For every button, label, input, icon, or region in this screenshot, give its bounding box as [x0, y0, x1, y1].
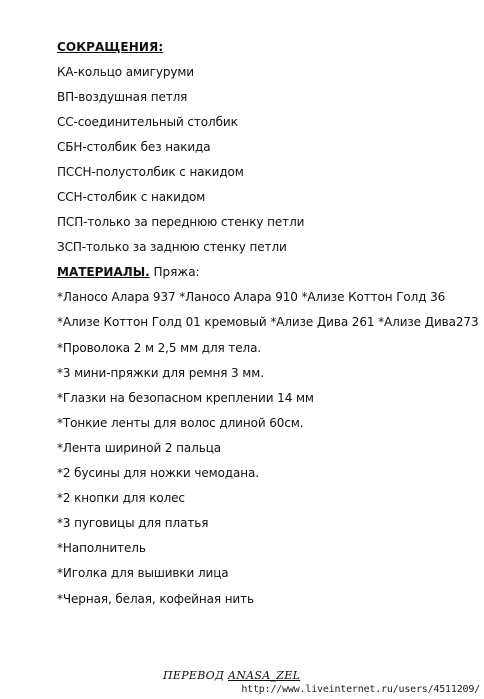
- credit-name: ANASA_ZEL: [228, 669, 301, 682]
- material-item: *Ланосо Алара 937 *Ланосо Алара 910 *Ализе Коттон Голд 36: [57, 290, 446, 304]
- material-item: *Черная, белая, кофейная нить: [57, 592, 254, 606]
- material-item: *Ализе Коттон Голд 01 кремовый *Ализе Дива 261 *Ализе Дива273: [57, 315, 479, 329]
- material-item: *Лента шириной 2 пальца: [57, 441, 222, 455]
- abbreviation-item: СБН-столбик без накида: [57, 140, 211, 154]
- materials-intro: Пряжа:: [149, 265, 200, 279]
- credit-prefix: ПЕРЕВОД: [163, 669, 228, 682]
- source-url: http://www.liveinternet.ru/users/4511209/: [241, 684, 480, 695]
- translator-credit: [163, 669, 300, 682]
- material-item: *Проволока 2 м 2,5 мм для тела.: [57, 341, 262, 355]
- material-item: *Тонкие ленты для волос длиной 60см.: [57, 416, 304, 430]
- abbreviation-item: СС-соединительный столбик: [57, 115, 238, 129]
- materials-heading-line: [57, 265, 200, 279]
- abbreviation-item: ПСП-только за переднюю стенку петли: [57, 215, 305, 229]
- material-item: *3 пуговицы для платья: [57, 516, 209, 530]
- abbreviation-item: ВП-воздушная петля: [57, 90, 188, 104]
- abbreviation-item: ССН-столбик с накидом: [57, 190, 206, 204]
- abbreviation-item: ЗСП-только за заднюю стенку петли: [57, 240, 287, 254]
- material-item: *2 бусины для ножки чемодана.: [57, 466, 259, 480]
- material-item: *3 мини-пряжки для ремня 3 мм.: [57, 366, 264, 380]
- abbreviation-item: ПССН-полустолбик с накидом: [57, 165, 244, 179]
- material-item: *Глазки на безопасном креплении 14 мм: [57, 391, 314, 405]
- material-item: *Иголка для вышивки лица: [57, 566, 229, 580]
- material-item: *2 кнопки для колес: [57, 491, 185, 505]
- materials-heading: МАТЕРИАЛЫ.: [57, 265, 150, 279]
- material-item: *Наполнитель: [57, 541, 146, 555]
- abbreviations-heading: СОКРАЩЕНИЯ:: [57, 40, 164, 54]
- abbreviation-item: КА-кольцо амигуруми: [57, 65, 194, 79]
